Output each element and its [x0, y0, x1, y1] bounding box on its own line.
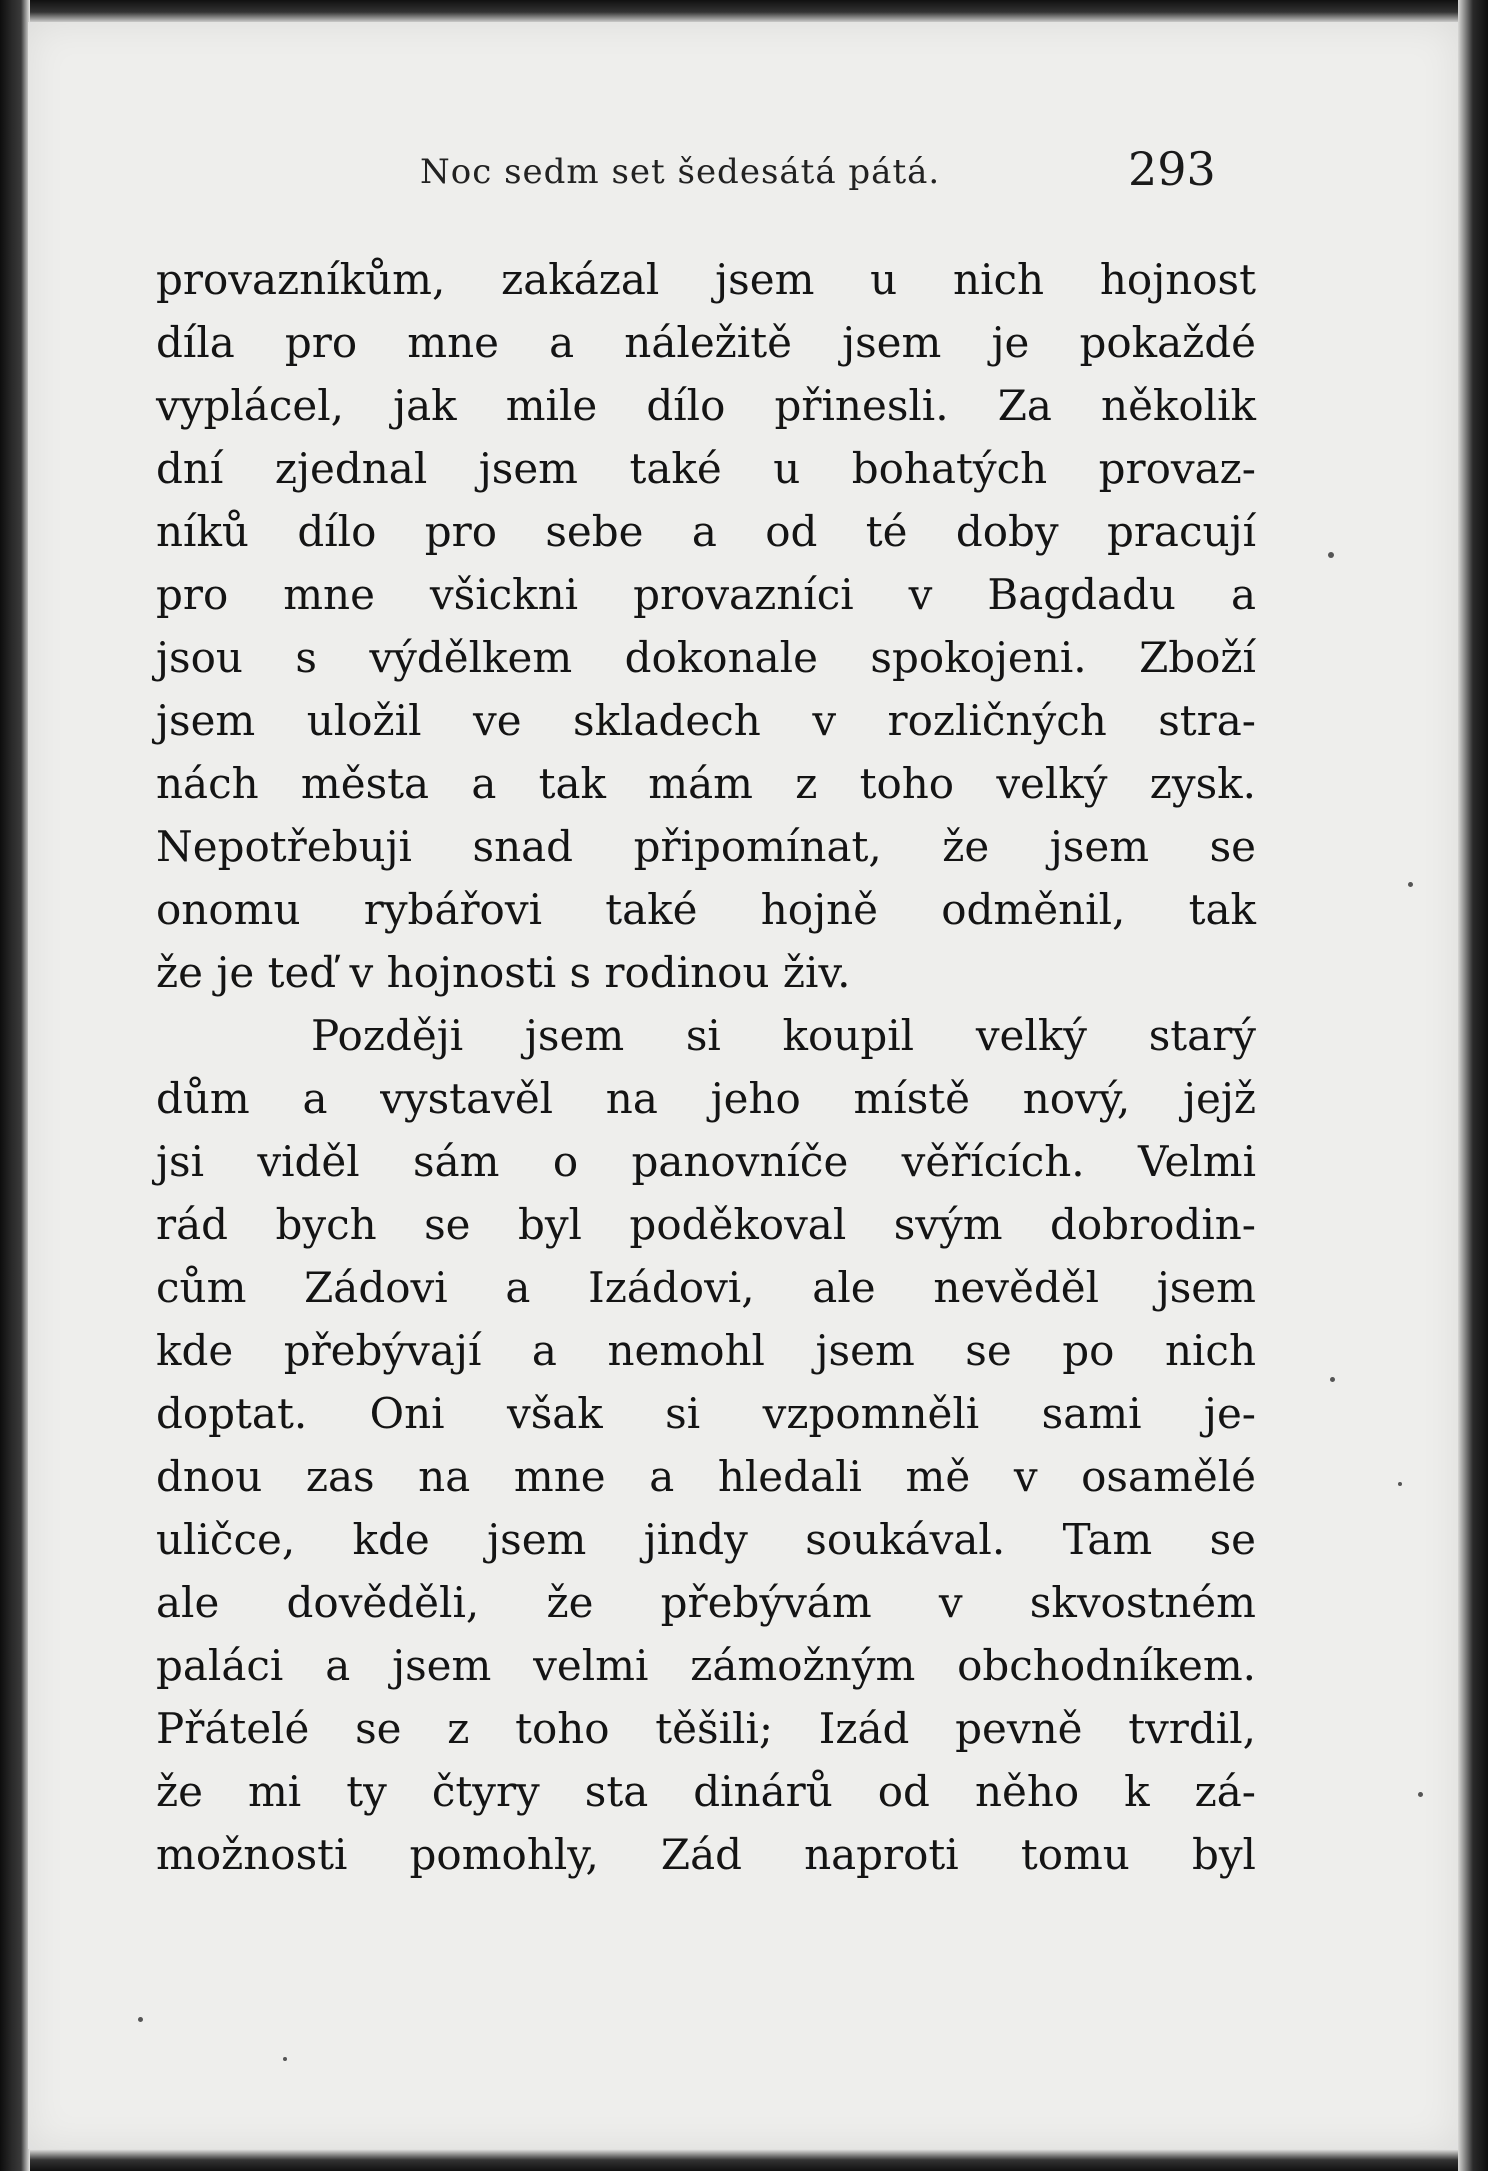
paper-speck — [1328, 552, 1334, 558]
text-line: dní zjednal jsem také u bohatých provaz- — [156, 444, 1256, 493]
paper-speck — [138, 2017, 143, 2022]
paper-speck — [283, 2057, 287, 2061]
text-line: níků dílo pro sebe a od té doby pracují — [156, 507, 1256, 556]
scan-left-edge — [0, 0, 30, 2171]
text-line: že je teď v hojnosti s rodinou živ. — [156, 948, 851, 997]
text-line: provazníkům, zakázal jsem u nich hojnost — [156, 255, 1256, 304]
paper-speck — [1398, 1482, 1402, 1486]
paper-speck — [1418, 1792, 1423, 1797]
text-line: dům a vystavěl na jeho místě nový, jejž — [156, 1074, 1256, 1123]
text-line: že mi ty čtyry sta dinárů od něho k zá- — [156, 1767, 1256, 1816]
scan-bottom-edge — [0, 2149, 1488, 2171]
body-text — [156, 248, 1256, 1886]
paper-speck — [1408, 882, 1413, 887]
text-line: jsem uložil ve skladech v rozličných stra- — [156, 696, 1256, 745]
page-header — [28, 142, 1458, 202]
text-line: uličce, kde jsem jindy soukával. Tam se — [156, 1515, 1256, 1564]
text-line: dnou zas na mne a hledali mě v osamělé — [156, 1452, 1256, 1501]
scan-right-edge — [1458, 0, 1488, 2171]
text-line: vyplácel, jak mile dílo přinesli. Za několik — [156, 381, 1256, 430]
page-number: 293 — [1128, 142, 1216, 196]
text-line: doptat. Oni však si vzpomněli sami je- — [156, 1389, 1256, 1438]
text-line: jsou s výdělkem dokonale spokojeni. Zboží — [156, 633, 1256, 682]
text-line: pro mne všickni provazníci v Bagdadu a — [156, 570, 1256, 619]
text-line: nách města a tak mám z toho velký zysk. — [156, 759, 1256, 808]
text-line: ale dověděli, že přebývám v skvostném — [156, 1578, 1256, 1627]
running-title: Noc sedm set šedesátá pátá. — [420, 152, 941, 192]
text-line: paláci a jsem velmi zámožným obchodníkem. — [156, 1641, 1256, 1690]
text-line: možnosti pomohly, Zád naproti tomu byl — [156, 1830, 1256, 1879]
text-line: Přátelé se z toho těšili; Izád pevně tvrdil, — [156, 1704, 1256, 1753]
text-line: Nepotřebuji snad připomínat, že jsem se — [156, 822, 1256, 871]
text-line: jsi viděl sám o panovníče věřících. Velmi — [156, 1137, 1256, 1186]
scan-top-edge — [0, 0, 1488, 24]
text-line: cům Zádovi a Izádovi, ale nevěděl jsem — [156, 1263, 1256, 1312]
text-line: rád bych se byl poděkoval svým dobrodin- — [156, 1200, 1256, 1249]
text-line-indented: Později jsem si koupil velký starý — [311, 1011, 1256, 1060]
text-line: díla pro mne a náležitě jsem je pokaždé — [156, 318, 1256, 367]
text-line: onomu rybářovi také hojně odměnil, tak — [156, 885, 1256, 934]
book-page — [28, 22, 1458, 2149]
text-line: kde přebývají a nemohl jsem se po nich — [156, 1326, 1256, 1375]
paper-speck — [1330, 1377, 1335, 1382]
